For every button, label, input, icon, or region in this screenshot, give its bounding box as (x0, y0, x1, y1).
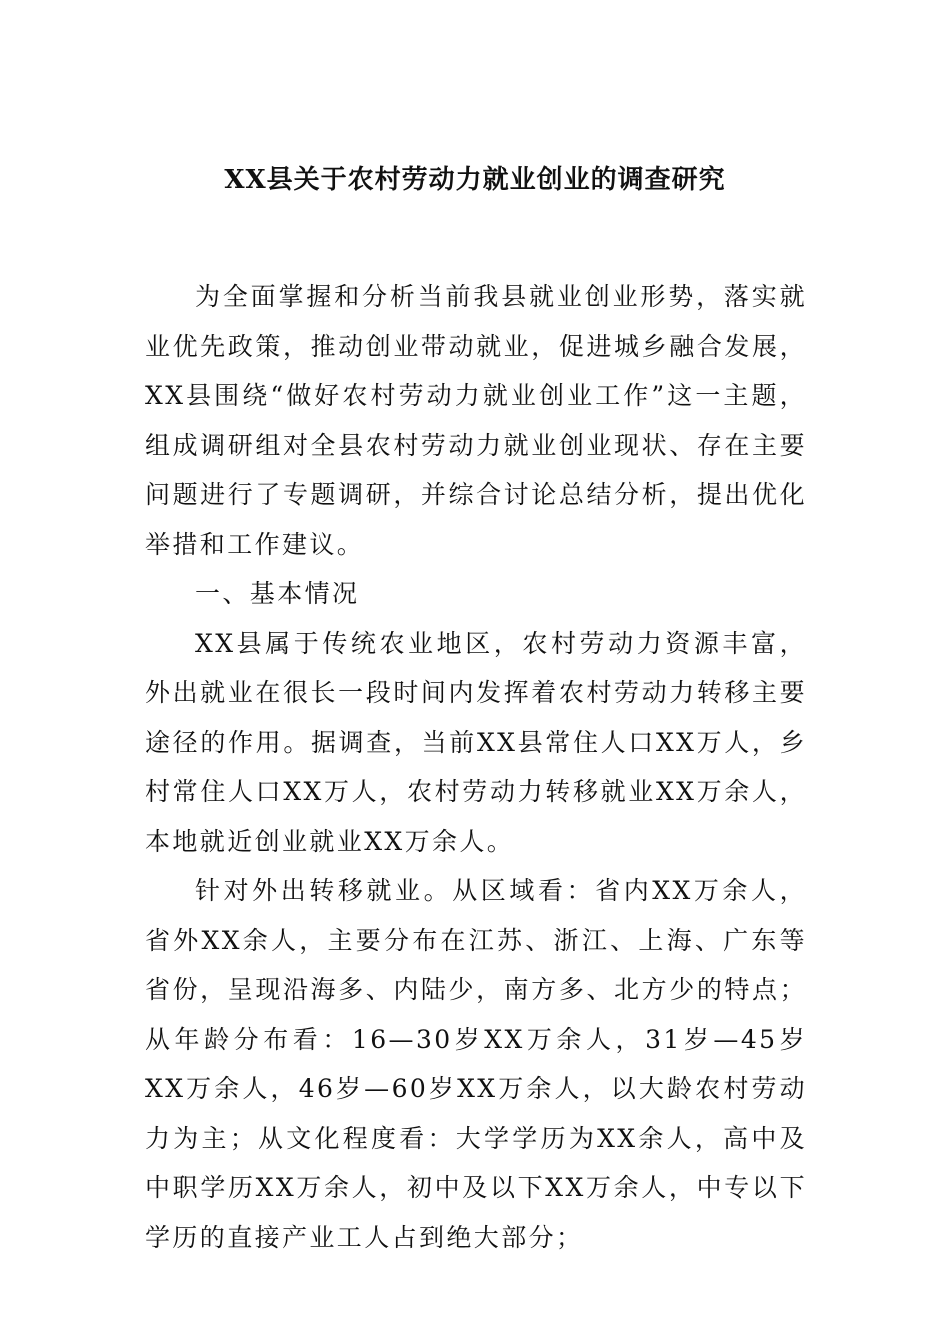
outbound-employment-paragraph: 针对外出转移就业。从区域看：省内XX万余人，省外XX余人，主要分布在江苏、浙江、上海、广东等省份，呈现沿海多、内陆少，南方多、北方少的特点；从年龄分布看：16—30岁XX万余人，31岁—45岁XX万余人，46岁—60岁XX万余人，以大龄农村劳动力为主；从文化程度看：大学学历为XX余人，高中及中职学历XX万余人，初中及以下XX万余人，中专以下学历的直接产业工人占到绝大部分； (145, 876, 807, 1252)
section-heading-basic-situation: 一、基本情况 (195, 579, 360, 608)
intro-paragraph: 为全面掌握和分析当前我县就业创业形势，落实就业优先政策，推动创业带动就业，促进城乡融合发展，XX县围绕“做好农村劳动力就业创业工作”这一主题，组成调研组对全县农村劳动力就业创业现状、存在主要问题进行了专题调研，并综合讨论总结分析，提出优化举措和工作建议。 (145, 282, 807, 559)
document-body (145, 272, 807, 1262)
basic-situation-paragraph: XX县属于传统农业地区，农村劳动力资源丰富，外出就业在很长一段时间内发挥着农村劳动力转移主要途径的作用。据调查，当前XX县常住人口XX万人，乡村常住人口XX万人，农村劳动力转移就业XX万余人，本地就近创业就业XX万余人。 (145, 628, 807, 856)
document-title: XX县关于农村劳动力就业创业的调查研究 (224, 165, 726, 195)
